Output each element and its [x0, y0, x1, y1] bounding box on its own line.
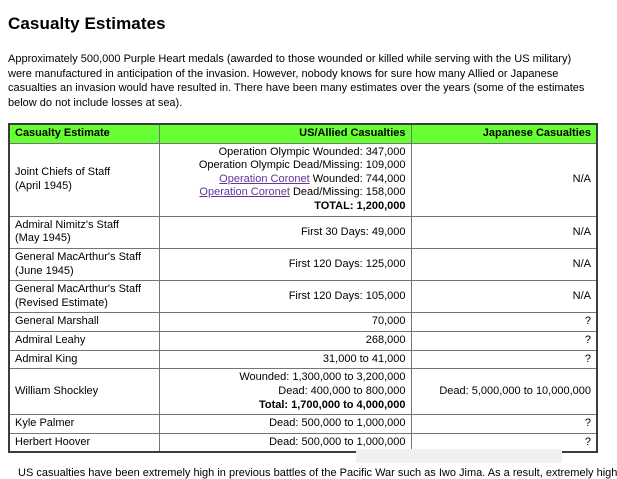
table-row — [9, 216, 597, 248]
japanese-casualties-cell — [411, 143, 597, 216]
cell-line: Wounded: 1,300,000 to 3,200,000 — [239, 371, 406, 384]
cell-line: N/A — [572, 290, 591, 302]
cell-line: TOTAL: 1,200,000 — [314, 200, 406, 213]
table-header-row — [9, 124, 597, 143]
operation-coronet-link[interactable]: Operation Coronet — [219, 172, 310, 185]
cell-line: Operation Olympic Wounded: 347,000 — [218, 145, 406, 158]
column-header-japanese-casualties: Japanese Casualties — [411, 124, 597, 143]
table-row — [9, 313, 597, 332]
cell-line: Operation Coronet Wounded: 744,000 — [219, 172, 406, 185]
casualty-table-body — [9, 143, 597, 452]
japanese-casualties-cell — [411, 350, 597, 369]
cell-line: N/A — [572, 257, 591, 270]
allied-casualties-cell — [159, 248, 411, 280]
allied-casualties-cell — [159, 216, 411, 248]
table-row — [9, 248, 597, 280]
allied-casualties-cell — [159, 350, 411, 369]
cell-line: N/A — [572, 225, 591, 238]
allied-casualties-cell — [159, 281, 411, 313]
allied-casualties-cell — [159, 415, 411, 434]
allied-casualties-cell — [159, 313, 411, 332]
estimate-source-cell: William Shockley — [9, 369, 159, 415]
cell-line: N/A — [572, 172, 591, 185]
cell-line: Total: 1,700,000 to 4,000,000 — [258, 398, 406, 411]
casualty-estimates-table — [8, 123, 598, 454]
operation-coronet-link[interactable]: Operation Coronet — [199, 186, 290, 199]
allied-casualties-cell — [159, 369, 411, 415]
estimate-source-cell: General MacArthur's Staff (June 1945) — [9, 248, 159, 280]
estimate-source-cell: Admiral Nimitz's Staff (May 1945) — [9, 216, 159, 248]
cell-line: Dead: 5,000,000 to 10,000,000 — [439, 384, 591, 397]
estimate-source-cell: Herbert Hoover — [9, 433, 159, 452]
cell-line: First 120 Days: 105,000 — [288, 290, 406, 302]
table-row — [9, 281, 597, 313]
cell-line: First 120 Days: 125,000 — [288, 257, 406, 270]
estimate-source-cell: Admiral King — [9, 350, 159, 369]
estimate-source-cell: Kyle Palmer — [9, 415, 159, 434]
cell-line: Operation Coronet Dead/Missing: 158,000 — [199, 186, 406, 199]
cell-line: 268,000 — [365, 334, 406, 347]
table-row — [9, 143, 597, 216]
cell-line: Dead: 500,000 to 1,000,000 — [269, 435, 406, 448]
column-header-casualty-estimate: Casualty Estimate — [9, 124, 159, 143]
japanese-casualties-cell — [411, 332, 597, 351]
cell-line: Dead: 500,000 to 1,000,000 — [269, 417, 406, 430]
estimate-source-cell: Joint Chiefs of Staff (April 1945) — [9, 143, 159, 216]
table-row — [9, 332, 597, 351]
cell-line: First 30 Days: 49,000 — [300, 225, 406, 238]
column-header-us-allied-casualties: US/Allied Casualties — [159, 124, 411, 143]
cell-line: 31,000 to 41,000 — [322, 352, 406, 365]
cell-line: Operation Olympic Dead/Missing: 109,000 — [198, 159, 406, 172]
cell-line: 70,000 — [371, 315, 406, 328]
japanese-casualties-cell — [411, 313, 597, 332]
estimate-source-cell: General MacArthur's Staff (Revised Estimate) — [9, 281, 159, 313]
table-row — [9, 415, 597, 434]
cell-line: ? — [584, 417, 591, 430]
estimate-source-cell: General Marshall — [9, 313, 159, 332]
bottom-gray-band — [356, 449, 562, 463]
cell-line: ? — [584, 435, 591, 448]
table-row — [9, 369, 597, 415]
japanese-casualties-cell — [411, 281, 597, 313]
cell-line: Dead: 400,000 to 800,000 — [278, 384, 406, 397]
table-row — [9, 350, 597, 369]
allied-casualties-cell — [159, 332, 411, 351]
japanese-casualties-cell — [411, 369, 597, 415]
cell-line: ? — [584, 334, 591, 347]
footer-paragraph: US casualties have been extremely high in previous battles of the Pacific War such as Iwo Jima. As a result, extremely high — [18, 467, 617, 479]
japanese-casualties-cell — [411, 216, 597, 248]
cell-line: ? — [584, 315, 591, 328]
allied-casualties-cell — [159, 143, 411, 216]
estimate-source-cell: Admiral Leahy — [9, 332, 159, 351]
intro-paragraph: Approximately 500,000 Purple Heart medals (awarded to those wounded or killed while serving with the US military) were manufactured in anticipation of the invasion. However, nobody knows for sure how many Allied or Japanese casualties an invasion would have resulted in. There have been many estimates over the years (some of the estimates below do not include losses at sea). — [8, 53, 585, 110]
cell-line: ? — [584, 352, 591, 365]
japanese-casualties-cell — [411, 248, 597, 280]
japanese-casualties-cell — [411, 415, 597, 434]
page-title: Casualty Estimates — [8, 14, 166, 33]
